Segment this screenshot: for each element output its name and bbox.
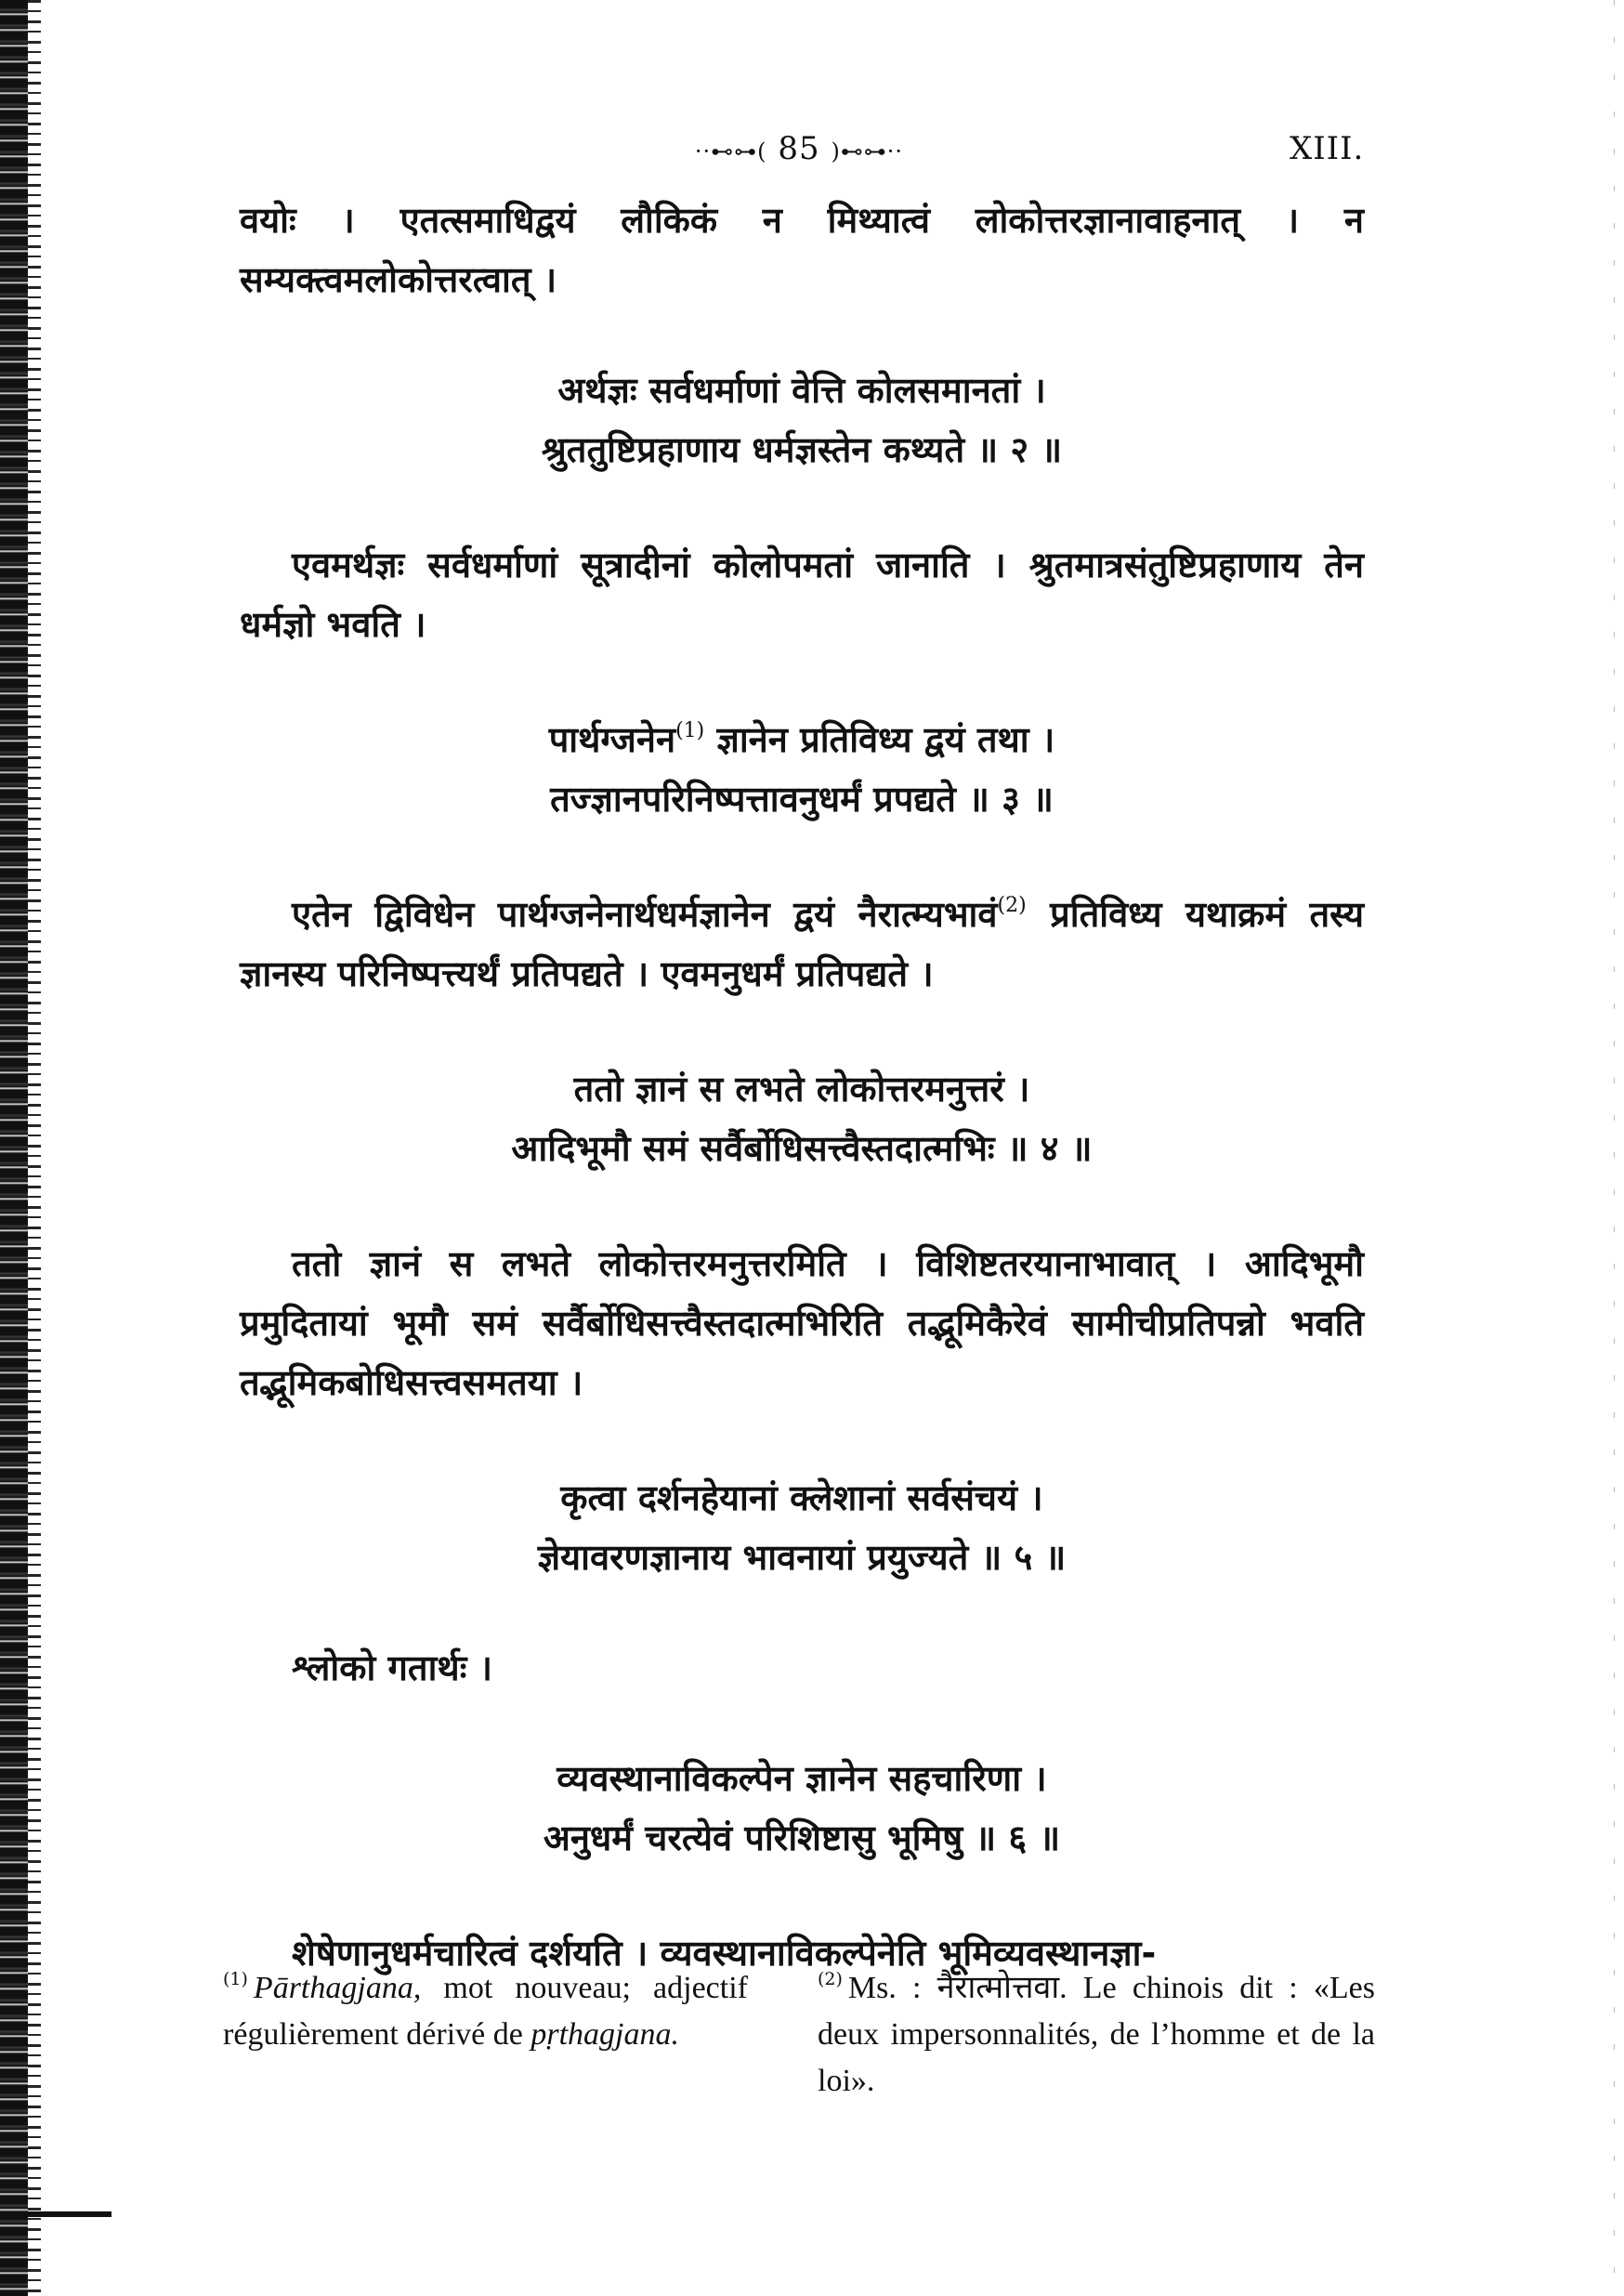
page-number	[660, 130, 938, 167]
footnote-1-term: Pārthagjana,	[253, 1971, 422, 2005]
page-header	[0, 130, 1624, 177]
verse-6-line-1: व्यवस्थानाविकल्पेन ज्ञानेन सहचारिणा ।	[557, 1758, 1047, 1799]
paragraph-4: ततो ज्ञानं स लभते लोकोत्तरमनुत्तरमिति । विशिष्टतरयानाभावात् । आदिभूमौ प्रमुदितायां भूमौ समं सर्वैर्बोधिसत्त्वैस्तदात्मभिरिति तद्भूमिकैरेवं सामीचीप्रतिपन्नो भवति तद्भूमिकबोधिसत्त्वसमतया ।	[240, 1243, 1364, 1403]
footnote-2	[818, 1965, 1375, 2105]
verse-4-line-1: ततो ज्ञानं स लभते लोकोत्तरमनुत्तरं ।	[573, 1069, 1030, 1109]
verse-3-line-2: तज्ज्ञानपरिनिष्पत्तावनुधर्मं प्रपद्यते ॥ ३ ॥	[550, 779, 1054, 820]
footnote-2-text: Ms. : नैरात्मोत्तवा. Le chinois dit : «Les deux impersonnalités, de l’homme et de la loi».	[818, 1971, 1375, 2098]
verse-3	[240, 710, 1364, 829]
page-edge	[1614, 0, 1615, 2296]
ornament-right: )⊷⊶··	[831, 138, 904, 164]
verse-5-line-2: ज्ञेयावरणज्ञानाय भावनायां प्रयुज्यते ॥ ५ ॥	[537, 1537, 1067, 1578]
page-body	[240, 190, 1364, 1983]
verse-3-text-b: ज्ञानेन प्रतिविध्य द्वयं तथा ।	[704, 719, 1055, 760]
verse-4-line-2: आदिभूमौ समं सर्वैर्बोधिसत्त्वैस्तदात्मभिः ॥ ४ ॥	[511, 1128, 1093, 1169]
binding-edge	[0, 0, 28, 2296]
footnote-2-marker: (2)	[818, 1969, 843, 1989]
footnote-ref-2: (2)	[997, 894, 1027, 917]
paragraph-2: एवमर्थज्ञः सर्वधर्माणां सूत्रादीनां कोलोपमतां जानाति । श्रुतमात्रसंतुष्टिप्रहाणाय तेन धर्मज्ञो भवति ।	[240, 544, 1364, 645]
verse-2-line-1: अर्थज्ञः सर्वधर्माणां वेत्ति कोलसमानतां ।	[557, 370, 1046, 411]
binding-tail	[0, 2211, 111, 2217]
verse-6	[240, 1749, 1364, 1868]
paragraph-6: शेषेणानुधर्मचारित्वं दर्शयति । व्यवस्थानाविकल्पेनेति भूमिव्यवस्थानज्ञा-	[292, 1933, 1157, 1974]
paragraph-1: वयोः । एतत्समाधिद्वयं लौकिकं न मिथ्यात्वं लोकोत्तरज्ञानावाहनात् । न सम्यक्त्वमलोकोत्तरत्वात् ।	[240, 200, 1364, 300]
verse-3-text-a: पार्थग्जनेन	[548, 719, 676, 760]
verse-2-line-2: श्रुततुष्टिप्रहाणाय धर्मज्ञस्तेन कथ्यते ॥ २ ॥	[541, 429, 1063, 470]
paragraph-3-text-b: प्रतिविध्य यथाक्रमं तस्य ज्ञानस्य परिनिष्पत्त्यर्थं प्रतिपद्यते । एवमनुधर्मं प्रतिपद्यते ।	[240, 894, 1364, 994]
paragraph-3	[240, 885, 1364, 1004]
page-number-value: 85	[778, 130, 820, 167]
paragraph-5: श्लोको गतार्थः ।	[292, 1647, 493, 1688]
footnotes	[223, 1965, 1375, 2105]
verse-2	[240, 361, 1364, 479]
paragraph-3-text-a: एतेन द्विविधेन पार्थग्जनेनार्थधर्मज्ञानेन द्वयं नैरात्म्यभावं	[292, 894, 998, 935]
verse-5-line-1: कृत्वा दर्शनहेयानां क्लेशानां सर्वसंचयं ।	[560, 1477, 1043, 1518]
verse-6-line-2: अनुधर्मं चरत्येवं परिशिष्टासु भूमिषु ॥ ६ ॥	[543, 1817, 1061, 1858]
footnote-ref-1: (1)	[675, 719, 705, 742]
sheet-mark: XIII.	[1290, 130, 1365, 167]
footnote-1-text: mot nouveau; adjectif régulièrement dérivé de	[223, 1971, 748, 2052]
verse-5	[240, 1468, 1364, 1587]
verse-4	[240, 1059, 1364, 1178]
footnote-1	[223, 1965, 748, 2058]
ornament-left: ··⊷⊶(	[694, 138, 767, 164]
footnote-1-marker: (1)	[223, 1969, 248, 1989]
verse-3-line-1	[240, 710, 1364, 769]
footnote-1-term-2: pṛthagjana.	[530, 2017, 679, 2052]
